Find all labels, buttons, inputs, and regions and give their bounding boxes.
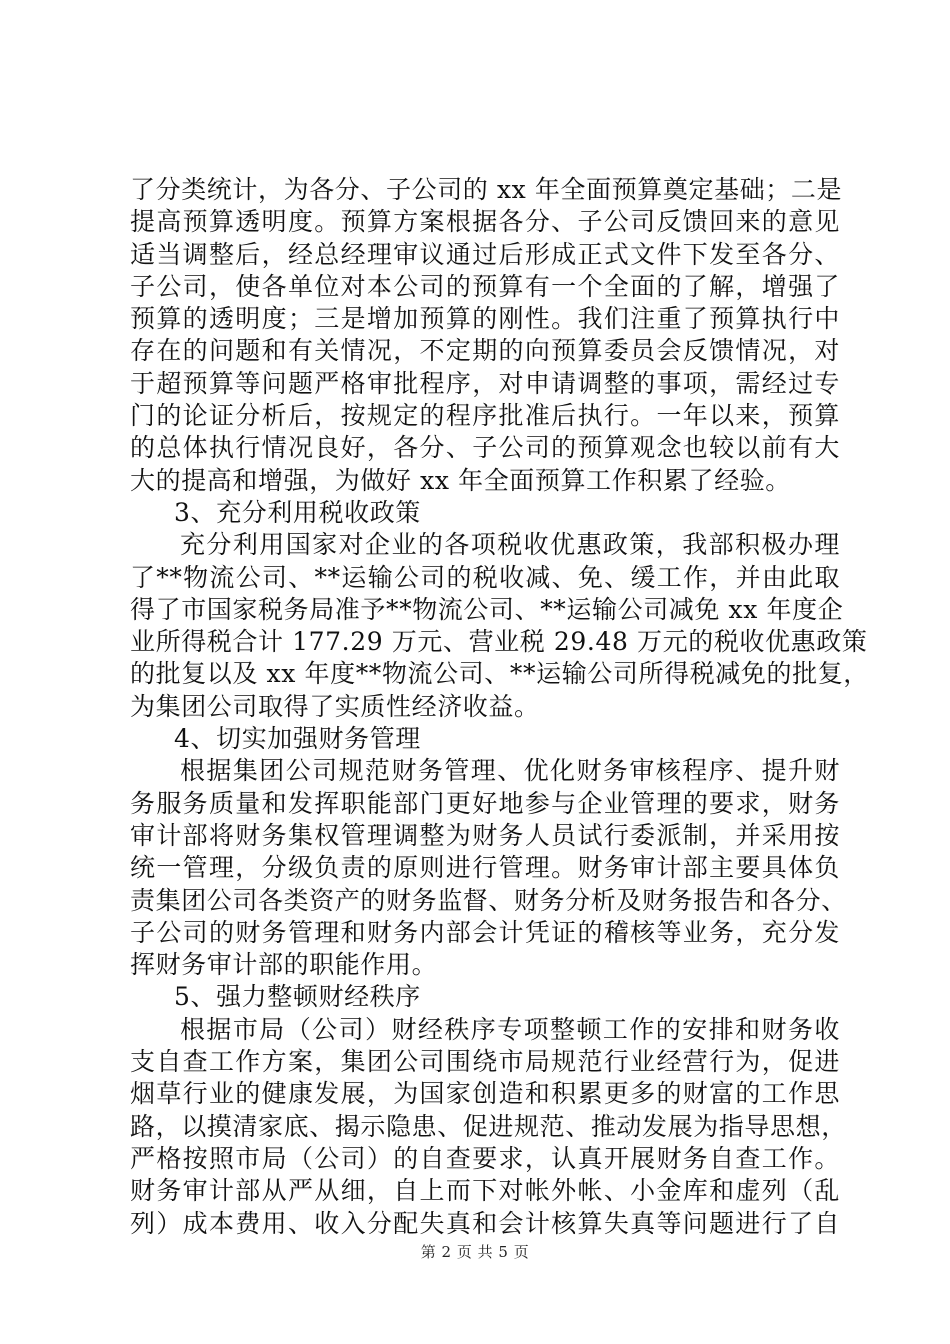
- paragraph-line: 挥财务审计部的职能作用。: [130, 950, 438, 980]
- paragraph-line: 路，以摸清家底、揭示隐患、促进规范、推动发展为指导思想，: [130, 1111, 847, 1141]
- paragraph-line: 得了市国家税务局准予**物流公司、**运输公司减免 xx 年度企: [130, 594, 844, 624]
- paragraph-line: 预算的透明度；三是增加预算的刚性。我们注重了预算执行中: [130, 304, 840, 334]
- paragraph-line: 务服务质量和发挥职能部门更好地参与企业管理的要求，财务: [130, 788, 840, 818]
- paragraph-line: 子公司的财务管理和财务内部会计凭证的稽核等业务，充分发: [130, 917, 840, 947]
- paragraph-line: 大的提高和增强，为做好 xx 年全面预算工作积累了经验。: [130, 465, 791, 495]
- section-heading: 4、切实加强财务管理: [174, 724, 421, 754]
- paragraph-line: 为集团公司取得了实质性经济收益。: [130, 691, 540, 721]
- paragraph-line: 门的论证分析后，按规定的程序批准后执行。一年以来，预算: [130, 401, 840, 431]
- paragraph-line: 根据市局（公司）财经秩序专项整顿工作的安排和财务收: [180, 1014, 840, 1044]
- paragraph-line: 子公司，使各单位对本公司的预算有一个全面的了解，增强了: [130, 271, 840, 301]
- paragraph-line: 责集团公司各类资产的财务监督、财务分析及财务报告和各分、: [130, 885, 847, 915]
- section-heading: 3、充分利用税收政策: [174, 497, 421, 527]
- paragraph-line: 列）成本费用、收入分配失真和会计核算失真等问题进行了自: [130, 1208, 840, 1238]
- paragraph-line: 财务审计部从严从细，自上而下对帐外帐、小金库和虚列（乱: [130, 1176, 840, 1206]
- section-heading: 5、强力整顿财经秩序: [174, 982, 421, 1012]
- paragraph-line: 了分类统计，为各分、子公司的 xx 年全面预算奠定基础；二是: [130, 175, 843, 204]
- page-number-footer: 第 2 页 共 5 页: [420, 1243, 530, 1261]
- paragraph-line: 充分利用国家对企业的各项税收优惠政策，我部积极办理: [180, 530, 840, 560]
- paragraph-line: 的批复以及 xx 年度**物流公司、**运输公司所得税减免的批复，: [130, 659, 869, 689]
- paragraph-line: 审计部将财务集权管理调整为财务人员试行委派制，并采用按: [130, 820, 840, 850]
- paragraph-line: 的总体执行情况良好，各分、子公司的预算观念也较以前有大: [130, 433, 840, 463]
- paragraph-line: 了**物流公司、**运输公司的税收减、免、缓工作，并由此取: [130, 562, 840, 592]
- paragraph-line: 严格按照市局（公司）的自查要求，认真开展财务自查工作。: [130, 1143, 840, 1173]
- paragraph-line: 于超预算等问题严格审批程序，对申请调整的事项，需经过专: [130, 368, 840, 398]
- paragraph-line: 提高预算透明度。预算方案根据各分、子公司反馈回来的意见: [130, 207, 840, 237]
- document-body: [130, 174, 869, 1240]
- paragraph-line: 支自查工作方案，集团公司围绕市局规范行业经营行为，促进: [130, 1047, 840, 1077]
- paragraph-line: 存在的问题和有关情况，不定期的向预算委员会反馈情况，对: [130, 336, 840, 366]
- paragraph-line: 烟草行业的健康发展，为国家创造和积累更多的财富的工作思: [130, 1079, 840, 1109]
- paragraph-line: 业所得税合计 177.29 万元、营业税 29.48 万元的税收优惠政策: [130, 627, 868, 657]
- paragraph-line: 根据集团公司规范财务管理、优化财务审核程序、提升财: [180, 756, 840, 786]
- paragraph-line: 统一管理，分级负责的原则进行管理。财务审计部主要具体负: [130, 853, 840, 883]
- paragraph-line: 适当调整后，经总经理审议通过后形成正式文件下发至各分、: [130, 239, 840, 269]
